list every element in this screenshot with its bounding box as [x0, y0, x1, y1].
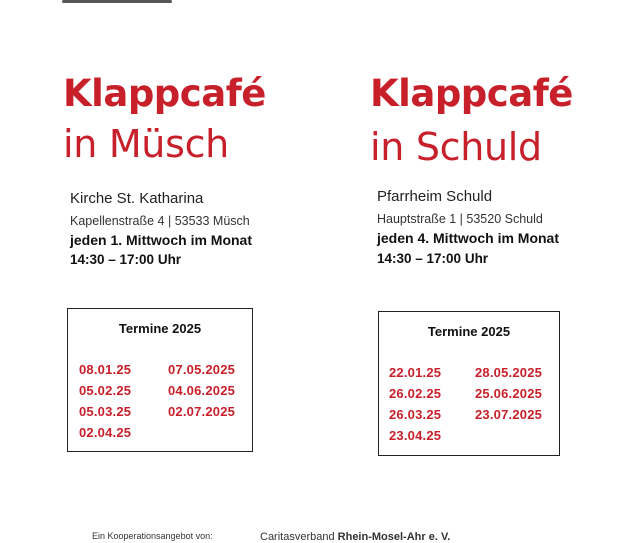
date-entry: 25.06.2025 — [475, 386, 543, 401]
date-entry: 08.01.25 — [79, 362, 132, 377]
cooperation-label: Ein Kooperationsangebot von: — [92, 531, 213, 541]
schedule-text: jeden 1. Mittwoch im Monat — [70, 232, 253, 248]
organization-name — [260, 531, 450, 543]
date-entry: 04.06.2025 — [168, 383, 236, 398]
date-entry: 02.07.2025 — [168, 404, 236, 419]
date-entry: 26.02.25 — [389, 386, 442, 401]
top-edge-mark — [62, 0, 172, 3]
venue-name: Pfarrheim Schuld — [377, 188, 493, 205]
date-entry: 07.05.2025 — [168, 362, 236, 377]
date-entry: 02.04.25 — [79, 425, 132, 440]
date-entry: 28.05.2025 — [475, 365, 543, 380]
time-range: 14:30 – 17:00 Uhr — [70, 252, 182, 267]
venue-address: Kapellenstraße 4 | 53533 Müsch — [70, 214, 250, 228]
dates-box — [67, 308, 253, 452]
dates-title: Termine 2025 — [118, 321, 202, 336]
cafe-location-title: in Schuld — [370, 125, 542, 169]
date-entry: 05.03.25 — [79, 404, 132, 419]
venue-address: Hauptstraße 1 | 53520 Schuld — [377, 212, 543, 226]
cafe-brand-title: Klappcafé — [370, 72, 573, 115]
organization-prefix: Caritasverband — [260, 531, 338, 543]
date-entry: 23.04.25 — [389, 428, 442, 443]
organization-bold: Rhein-Mosel-Ahr e. V. — [337, 531, 451, 543]
time-range: 14:30 – 17:00 Uhr — [377, 251, 489, 266]
date-entry: 23.07.2025 — [475, 407, 543, 422]
schedule-text: jeden 4. Mittwoch im Monat — [377, 230, 560, 246]
venue-name: Kirche St. Katharina — [70, 190, 204, 207]
date-entry: 26.03.25 — [389, 407, 442, 422]
dates-box — [378, 311, 560, 456]
date-entry: 05.02.25 — [79, 383, 132, 398]
cafe-location-title: in Müsch — [63, 122, 229, 166]
cafe-brand-title: Klappcafé — [63, 72, 266, 115]
date-entry: 22.01.25 — [389, 365, 442, 380]
dates-title: Termine 2025 — [427, 324, 511, 339]
